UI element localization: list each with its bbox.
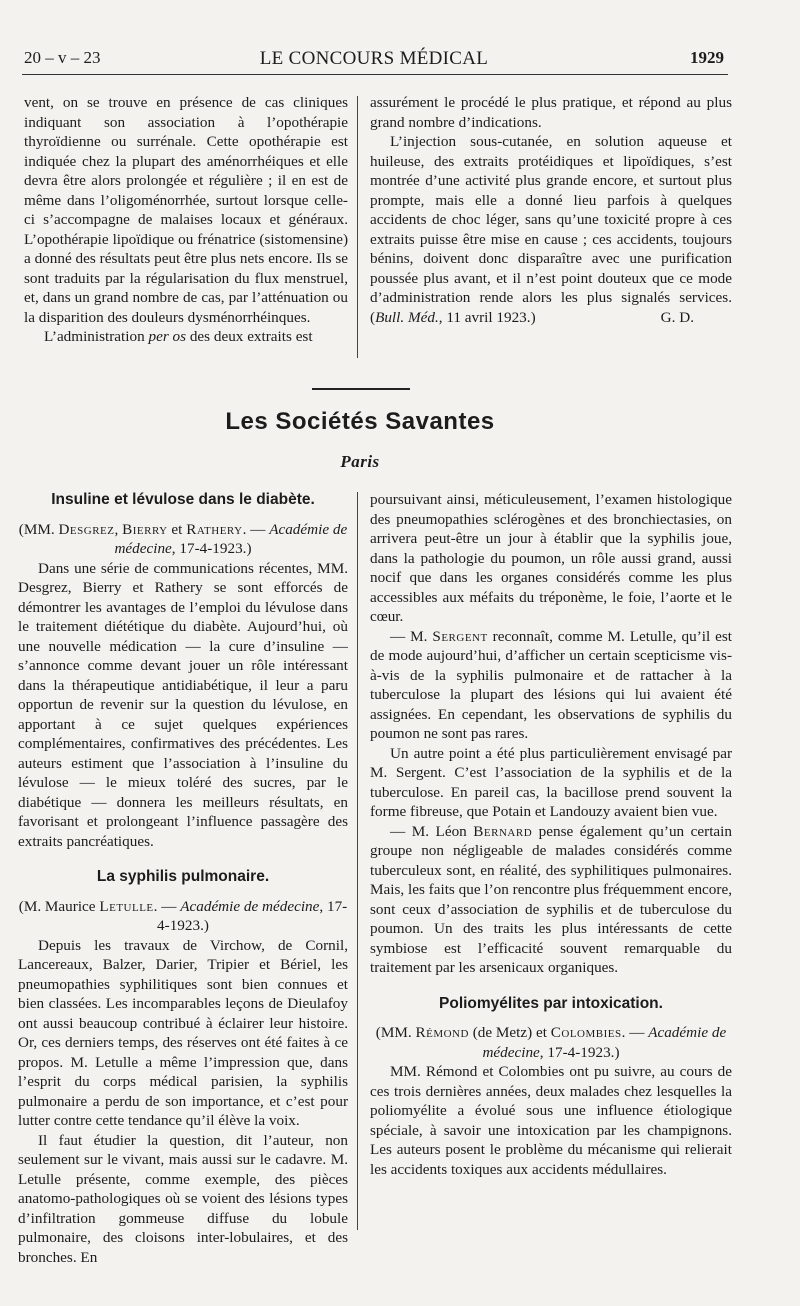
article2-paragraph-6: — M. Léon Bernard pense également qu’un certain groupe non négligeable de malades considérés comme tuberculeux sont, en réalité, des syphilitiques pulmonaires. Mais, les faits que l’on rencontre plus fréquemment encore, sont ceux d’association de syphilis et de tuberculose du poumon. Un des traits les plus intéressants de cette symbiose est l’efficacité souvent remarquable du traitement par les arsenicaux organiques. xyxy=(370,822,732,976)
top-column-divider xyxy=(357,96,358,358)
article3-body: MM. Rémond et Colombies ont pu suivre, au cours de ces trois dernières années, deux malades chez lesquelles la poliomyélite a évolué sous une influence étiologique spéciale, à savoir une intoxication par les champignons. Les auteurs posent le problème du mécanisme qui relierait les accidents toxiques aux accidents médullaires. xyxy=(370,1063,732,1178)
article2-paragraph-1: Depuis les travaux de Virchow, de Cornil, Lancereaux, Balzer, Darier, Tripier et Bériel, les pneumopathies syphilitiques sont bien connues et bien classées. Les incomparables leçons de Dieulafoy ont aussi beaucoup contribué à éclairer leur histoire. Or, ces derniers temps, des réserves ont été faites à ce propos. M. Letulle a même l’impression que, dans l’esprit du corps médical parisien, la syphilis pulmonaire a perdu de son importance, et c’est pour lutter contre cette tendance qu’il élève la voix. xyxy=(18,936,348,1129)
section-separator xyxy=(312,388,410,390)
page-number: 1929 xyxy=(690,48,724,67)
top-right-column xyxy=(370,93,732,327)
article3-title: Poliomyélites par intoxication. xyxy=(439,994,663,1012)
article1-body: Dans une série de communications récentes, MM. Desgrez, Bierry et Rathery se sont efforcés de démontrer les avantages de l’emploi du lévulose dans le traitement diététique du diabète. Aujourd’hui, où une nouvelle médication — la cure d’insuline — s’annonce comme devant jouer un rôle intéressant dans la thérapeutique antidiabétique, il leur a paru opportun de revenir sur la question du lévulose, en apportant à ce sujet quelques expériences complémentaires, confirmatives des précédentes. Les auteurs estiment que l’association à l’insuline du lévulose — le mieux toléré des sucres, par le diabétique — donnera les meilleurs résultats, en favorisant et prolongeant l’influence passagère des extraits pancréatiques. xyxy=(18,559,348,850)
signature: G. D. xyxy=(660,308,694,326)
top-right-paragraph-2: L’injection sous-cutanée, en solution aqueuse et huileuse, des extraits protéidiques et lipoïdiques, s’est montrée d’une activité plus grande encore, et surtout plus prompte, mais elle a donné lieu parfois à quelques accidents de choc léger, sans qu’une toxicité propre à ces extraits puisse être mise en cause ; ces accidents, toujours bénins, doivent donc disparaître avec une purification poussée plus avant, et il n’est point douteux que ce mode d’administration rende alors les plus signalés services. (Bull. Méd., 11 avril 1923.) G. D. xyxy=(370,133,732,326)
article2-paragraph-2: Il faut étudier la question, dit l’auteur, non seulement sur le vivant, mais aussi sur le cadavre. M. Letulle présente, comme exemple, des pièces anatomo-pathologiques où se voient des lésions types d’infiltration gommeuse diffuse du lobule pulmonaire, des cloisons inter-lobulaires, et des bronches. En xyxy=(18,1131,348,1266)
article2-reference: (M. Maurice Letulle. — Académie de médecine, 17-4-1923.) xyxy=(18,897,348,934)
article2-paragraph-3: poursuivant ainsi, méticuleusement, l’examen histologique des pneumopathies sclérogènes et des bronchiectasies, on arrivera peut-être un jour à établir que la syphilis joue, dans la pathologie du poumon, un rôle aussi grand, aussi nocif que dans les organes considérés comme les plus accessibles aux méfaits du tréponème, le foie, l’aorte et le cœur. xyxy=(370,491,732,625)
header-rule xyxy=(22,74,728,75)
bottom-right-column xyxy=(370,490,732,1179)
top-left-column xyxy=(24,93,348,347)
journal-title: LE CONCOURS MÉDICAL xyxy=(259,48,489,69)
top-left-end-paragraph: L’administration per os des deux extraits est xyxy=(44,328,313,345)
page-date: 20 – v – 23 xyxy=(24,48,101,67)
bottom-column-divider xyxy=(357,492,358,1230)
article2-title: La syphilis pulmonaire. xyxy=(96,868,270,885)
article2-paragraph-5: Un autre point a été plus particulièrement envisagé par M. Sergent. C’est l’association de la syphilis et de la tuberculose. En pareil cas, la bacillose prend souvent la forme fibreuse, que Potain et Landouzy avaient bien vue. xyxy=(370,744,732,820)
article1-title: Insuline et lévulose dans le diabète. xyxy=(51,491,315,508)
bottom-left-column xyxy=(18,490,348,1267)
article3-reference: (MM. Rémond (de Metz) et Colombies. — Académie de médecine, 17-4-1923.) xyxy=(375,1024,727,1061)
article2-paragraph-4: — M. Sergent reconnaît, comme M. Letulle, qu’il est de mode aujourd’hui, d’afficher un certain scepticisme vis-à-vis de la syphilis pulmonaire et de rattacher à la tuberculose la plupart des lésions qui lui avaient été assignées. En cependant, les observations de syphilis du poumon ne sont pas rares. xyxy=(370,627,732,742)
article1-reference: (MM. Desgrez, Bierry et Rathery. — Académie de médecine, 17-4-1923.) xyxy=(18,520,348,557)
page-header xyxy=(24,48,724,72)
top-left-paragraph: vent, on se trouve en présence de cas cliniques indiquant son association à l’opothérapie thyroïdienne ou surrénale. Cette opothérapie est indiquée chez la plupart des aménorrhéiques et elle devra être alors prolongée et régulière ; il en est de même dans l’oligoménorrhée, surtout lorsque celle-ci s’accompagne de malaises locaux et généraux. L’opothérapie lipoïdique ou frénatrice (sistomensine) a donné des résultats peut être plus nets encore. Ils se sont traduits par la régularisation du flux menstruel, et, dans un grand nombre de cas, par l’atténuation ou la disparition des douleurs dysménorrhéinques. xyxy=(24,94,348,326)
section-city: Paris xyxy=(340,452,380,471)
section-title: Les Sociétés Savantes xyxy=(225,408,495,435)
top-right-paragraph-1: assurément le procédé le plus pratique, et répond au plus grand nombre d’indications. xyxy=(370,94,732,131)
